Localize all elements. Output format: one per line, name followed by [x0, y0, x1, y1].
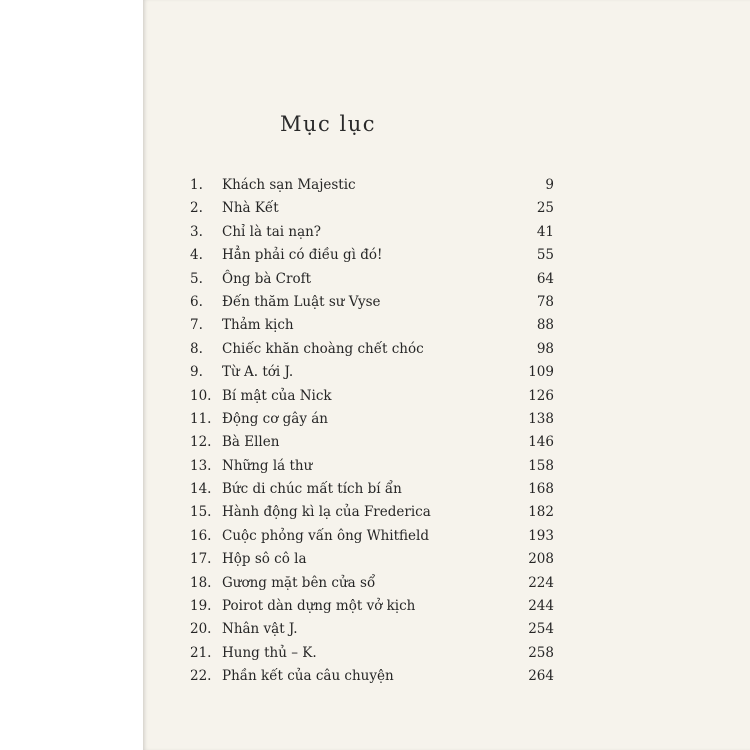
chapter-number: 20.	[190, 621, 212, 638]
chapter-title: Nhà Kết	[222, 200, 279, 217]
chapter-title: Gương mặt bên cửa sổ	[222, 574, 376, 591]
toc-entry	[190, 361, 554, 384]
chapter-title: Cuộc phỏng vấn ông Whitfield	[222, 527, 430, 544]
chapter-number: 16.	[190, 527, 212, 544]
chapter-number: 6.	[190, 293, 203, 310]
chapter-page-number: 55	[536, 247, 554, 264]
chapter-number: 19.	[190, 598, 212, 615]
chapter-title: Phần kết của câu chuyện	[222, 668, 394, 685]
toc-entry	[190, 291, 554, 314]
chapter-page-number: 224	[528, 574, 554, 591]
chapter-page-number: 146	[528, 434, 554, 451]
table-of-contents	[190, 174, 554, 689]
toc-entry	[190, 455, 554, 478]
chapter-title: Đến thăm Luật sư Vyse	[222, 293, 381, 310]
toc-entry	[190, 221, 554, 244]
chapter-number: 13.	[190, 457, 212, 474]
chapter-number: 14.	[190, 481, 212, 498]
chapter-page-number: 126	[528, 387, 554, 404]
chapter-number: 8.	[190, 340, 203, 357]
toc-entry	[190, 665, 554, 688]
chapter-title: Động cơ gây án	[222, 410, 328, 427]
page-title: Mục lục	[280, 112, 376, 136]
toc-entry	[190, 572, 554, 595]
toc-entry	[190, 385, 554, 408]
chapter-page-number: 182	[528, 504, 554, 521]
chapter-number: 2.	[190, 200, 203, 217]
toc-entry	[190, 642, 554, 665]
chapter-number: 1.	[190, 177, 203, 193]
chapter-number: 11.	[190, 410, 212, 427]
chapter-title: Khách sạn Majestic	[222, 177, 356, 193]
toc-entry	[190, 314, 554, 337]
toc-entry	[190, 478, 554, 501]
chapter-title: Poirot dàn dựng một vở kịch	[222, 598, 416, 615]
chapter-title: Bà Ellen	[222, 434, 280, 451]
chapter-number: 12.	[190, 434, 212, 451]
chapter-page-number: 78	[536, 293, 554, 310]
chapter-page-number: 41	[536, 223, 554, 240]
chapter-title: Hành động kì lạ của Frederica	[222, 504, 431, 521]
toc-entry	[190, 244, 554, 267]
chapter-page-number: 258	[528, 644, 554, 661]
chapter-page-number: 109	[528, 364, 554, 381]
toc-entry	[190, 501, 554, 524]
chapter-page-number: 264	[528, 668, 554, 685]
chapter-number: 3.	[190, 223, 203, 240]
chapter-number: 22.	[190, 668, 212, 685]
chapter-page-number: 138	[528, 410, 554, 427]
toc-entry	[190, 618, 554, 641]
chapter-page-number: 158	[528, 457, 554, 474]
chapter-title: Chiếc khăn choàng chết chóc	[222, 340, 424, 357]
chapter-page-number: 168	[528, 481, 554, 498]
chapter-page-number: 244	[528, 598, 554, 615]
chapter-page-number: 64	[536, 270, 554, 287]
chapter-page-number: 254	[528, 621, 554, 638]
chapter-number: 10.	[190, 387, 212, 404]
chapter-page-number: 9	[545, 177, 554, 193]
chapter-title: Nhân vật J.	[222, 621, 298, 638]
chapter-title: Bức di chúc mất tích bí ẩn	[222, 481, 402, 498]
chapter-number: 15.	[190, 504, 212, 521]
chapter-page-number: 98	[536, 340, 554, 357]
toc-entry	[190, 431, 554, 454]
chapter-number: 9.	[190, 364, 203, 381]
toc-entry	[190, 595, 554, 618]
toc-entry	[190, 408, 554, 431]
chapter-number: 21.	[190, 644, 212, 661]
chapter-title: Từ A. tới J.	[222, 364, 294, 381]
chapter-title: Hẳn phải có điều gì đó!	[222, 247, 383, 264]
chapter-number: 18.	[190, 574, 212, 591]
chapter-title: Bí mật của Nick	[222, 387, 332, 404]
chapter-title: Hung thủ – K.	[222, 644, 317, 661]
chapter-title: Những lá thư	[222, 457, 313, 474]
toc-entry	[190, 525, 554, 548]
chapter-title: Chỉ là tai nạn?	[222, 223, 322, 240]
chapter-number: 17.	[190, 551, 212, 568]
chapter-title: Thảm kịch	[222, 317, 294, 334]
chapter-number: 4.	[190, 247, 203, 264]
toc-entry	[190, 338, 554, 361]
toc-entry	[190, 268, 554, 291]
chapter-page-number: 88	[536, 317, 554, 334]
chapter-title: Hộp sô cô la	[222, 551, 307, 568]
chapter-title: Ông bà Croft	[222, 270, 312, 287]
chapter-number: 7.	[190, 317, 203, 334]
toc-entry	[190, 174, 554, 197]
chapter-number: 5.	[190, 270, 203, 287]
chapter-page-number: 208	[528, 551, 554, 568]
toc-entry	[190, 548, 554, 571]
toc-entry	[190, 197, 554, 220]
chapter-page-number: 25	[536, 200, 554, 217]
chapter-page-number: 193	[528, 527, 554, 544]
